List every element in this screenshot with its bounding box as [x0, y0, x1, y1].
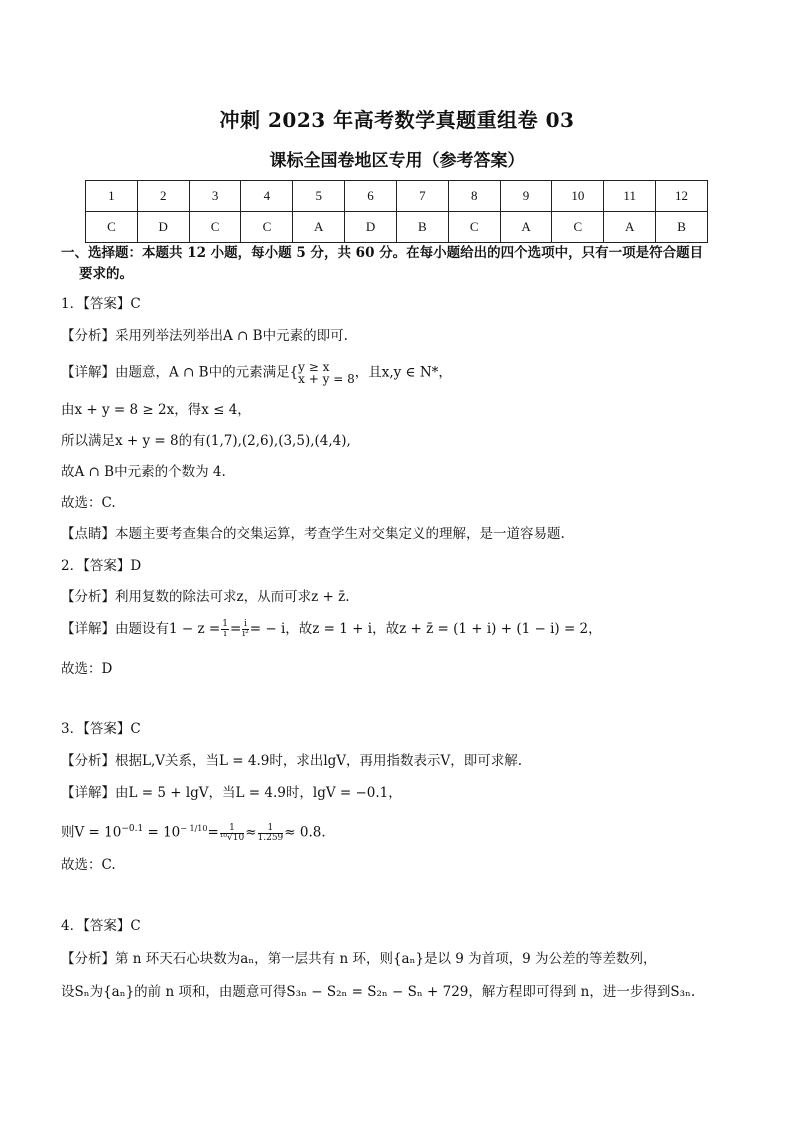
q3-calc-pre: 则V = 10	[61, 824, 122, 841]
question-number-cell: 7	[396, 181, 448, 212]
q1-system-top: y ≥ x	[298, 360, 330, 374]
q1-detail-post: ，且x,y ∈ N*，	[354, 364, 452, 381]
page-title: 冲刺 2023 年高考数学真题重组卷 03	[219, 108, 575, 132]
section-header	[61, 243, 721, 285]
answer-cell: C	[552, 212, 604, 243]
q3-frac1-numerator: 1	[220, 824, 244, 834]
q4-answer: 4．【答案】C	[61, 918, 141, 934]
answer-table	[85, 180, 708, 243]
q1-line3: 所以满足x + y = 8的有(1,7),(2,6),(3,5),(4,4),	[61, 433, 351, 449]
section-header-line2: 要求的。	[79, 266, 133, 282]
q4-analysis-line2: 设Sₙ为{aₙ}的前 n 项和，由题意可得S₃ₙ − S₂ₙ = S₂ₙ − Sₙ + 729，解方程即可得到 n，进一步得到S₃ₙ.	[61, 984, 696, 1000]
q3-choose: 故选：C.	[61, 857, 116, 873]
q2-detail	[61, 620, 602, 639]
answer-cell: D	[137, 212, 189, 243]
q4-analysis-line1: 【分析】第 n 环天石心块数为aₙ，第一层共有 n 环，则{aₙ}是以 9 为首项，9 为公差的等差数列，	[61, 951, 657, 967]
answer-cell: C	[189, 212, 241, 243]
q3-frac2-denominator: 1.259	[257, 832, 284, 843]
q3-fraction-1	[220, 824, 244, 843]
q1-detail-pre: 【详解】由题意，A ∩ B中的元素满足{	[61, 364, 299, 381]
question-number-cell: 1	[86, 181, 138, 212]
q3-fraction-2	[258, 824, 284, 843]
page-subtitle: 课标全国卷地区专用（参考答案）	[269, 151, 525, 171]
q2-choose: 故选：D	[61, 661, 113, 677]
q1-choose: 故选：C.	[61, 495, 116, 511]
q2-frac1-numerator: 1	[222, 619, 228, 629]
q3-calculation	[61, 820, 326, 843]
question-number-cell: 11	[604, 181, 656, 212]
question-number-cell: 8	[448, 181, 500, 212]
q1-line2: 由x + y = 8 ≥ 2x，得x ≤ 4，	[61, 402, 251, 418]
q1-answer: 1．【答案】C	[61, 296, 141, 312]
answer-table-number-row	[86, 181, 708, 212]
q2-fraction-1	[221, 620, 229, 639]
question-number-cell: 6	[345, 181, 397, 212]
answer-cell: C	[448, 212, 500, 243]
q3-frac1-denominator: ¹⁰√10	[219, 832, 245, 843]
q3-approx: ≈	[245, 824, 257, 841]
q3-analysis: 【分析】根据L,V关系，当L = 4.9时，求出lgV，再用指数表示V，即可求解.	[61, 753, 523, 769]
answer-cell: C	[241, 212, 293, 243]
q2-frac2-numerator: i	[244, 619, 247, 629]
q1-equation-system	[298, 361, 355, 385]
answer-cell: B	[396, 212, 448, 243]
answer-cell: A	[293, 212, 345, 243]
q2-analysis: 【分析】利用复数的除法可求z，从而可求z + z̄.	[61, 589, 350, 605]
answer-table-answer-row	[86, 212, 708, 243]
question-number-cell: 10	[552, 181, 604, 212]
q1-line4: 故A ∩ B中元素的个数为 4.	[61, 464, 226, 480]
q1-analysis: 【分析】采用列举法列举出A ∩ B中元素的即可.	[61, 328, 348, 344]
q2-eq: =	[229, 621, 242, 637]
q2-frac2-denominator: i²	[242, 629, 249, 639]
answer-cell: A	[500, 212, 552, 243]
answer-cell: B	[656, 212, 708, 243]
question-number-cell: 3	[189, 181, 241, 212]
q3-calc-end: ≈ 0.8.	[284, 824, 326, 841]
q3-answer: 3．【答案】C	[61, 721, 141, 737]
q2-fraction-2	[242, 620, 249, 639]
q3-calc-exp1: −0.1	[121, 824, 144, 834]
question-number-cell: 5	[293, 181, 345, 212]
q3-calc-mid: = 10	[143, 824, 181, 841]
q2-frac1-denominator: i	[223, 629, 227, 639]
q3-calc-eq: =	[207, 824, 219, 841]
answer-cell: C	[86, 212, 138, 243]
question-number-cell: 9	[500, 181, 552, 212]
q2-detail-pre: 【详解】由题设有1 − z =	[61, 621, 221, 637]
question-number-cell: 2	[137, 181, 189, 212]
q3-frac2-numerator: 1	[258, 824, 284, 834]
q3-detail: 【详解】由L = 5 + lgV，当L = 4.9时，lgV = −0.1，	[61, 785, 402, 801]
q2-answer: 2．【答案】D	[61, 558, 142, 574]
question-number-cell: 4	[241, 181, 293, 212]
answer-cell: A	[604, 212, 656, 243]
q1-system-bottom: x + y = 8	[298, 372, 355, 386]
question-number-cell: 12	[656, 181, 708, 212]
q3-calc-exp2: − 1/10	[180, 824, 208, 833]
q2-detail-post: = − i，故z = 1 + i，故z + z̄ = (1 + i) + (1 − i) = 2，	[249, 621, 602, 637]
section-header-line1: 一、选择题：本题共 12 小题，每小题 5 分，共 60 分。在每小题给出的四个选项中，只有一项是符合题目	[61, 245, 704, 261]
q1-detail	[61, 361, 452, 385]
q1-comment: 【点睛】本题主要考查集合的交集运算，考查学生对交集定义的理解，是一道容易题.	[61, 526, 565, 542]
answer-cell: D	[345, 212, 397, 243]
